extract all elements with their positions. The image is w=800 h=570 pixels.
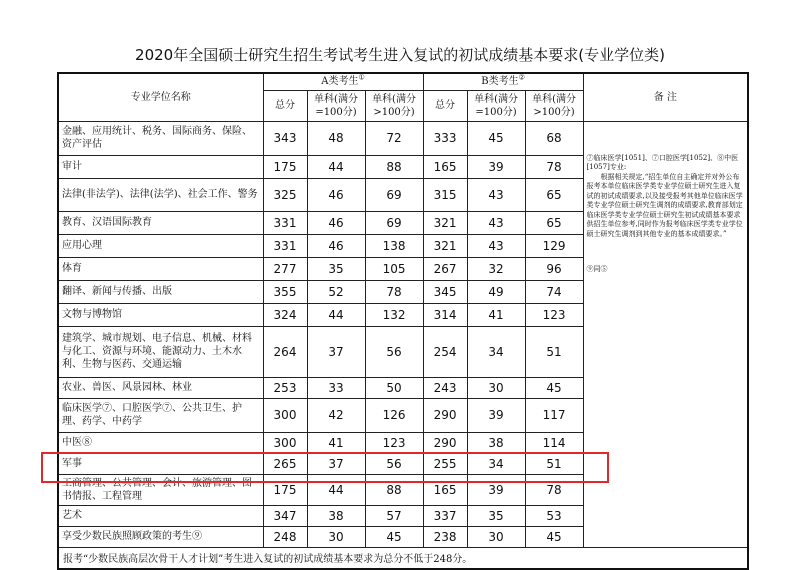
header-b-single100-gt: 单科(满分>100分) [525,90,583,121]
score-b-single100: 49 [467,280,525,303]
header-remarks: 备 注 [583,73,748,121]
score-a-single100-gt: 69 [365,178,423,211]
score-b-single100-gt: 74 [525,280,583,303]
score-b-single100: 30 [467,377,525,398]
page-title: 2020年全国硕士研究生招生考试考生进入复试的初试成绩基本要求(专业学位类) [135,46,665,64]
score-b-single100-gt: 129 [525,234,583,257]
score-b-single100: 35 [467,505,525,526]
score-a-total: 264 [263,326,307,377]
score-a-single100: 46 [307,211,365,234]
program-name: 享受少数民族照顾政策的考生⑨ [58,526,263,547]
score-a-single100-gt: 57 [365,505,423,526]
program-name: 金融、应用统计、税务、国际商务、保险、资产评估 [58,121,263,155]
score-table [57,72,749,570]
score-a-single100: 37 [307,453,365,474]
score-a-single100-gt: 69 [365,211,423,234]
score-a-single100: 33 [307,377,365,398]
score-a-single100-gt: 126 [365,398,423,432]
score-b-single100-gt: 51 [525,453,583,474]
score-a-single100-gt: 72 [365,121,423,155]
score-a-single100: 38 [307,505,365,526]
score-a-single100: 48 [307,121,365,155]
score-b-total: 337 [423,505,467,526]
score-b-single100-gt: 78 [525,474,583,505]
header-program-name: 专业学位名称 [58,73,263,121]
program-name: 工商管理、公共管理、会计、旅游管理、图书情报、工程管理 [58,474,263,505]
score-b-single100-gt: 123 [525,303,583,326]
score-a-total: 277 [263,257,307,280]
score-a-total: 300 [263,432,307,453]
score-a-total: 248 [263,526,307,547]
score-b-single100-gt: 96 [525,257,583,280]
score-a-total: 324 [263,303,307,326]
score-a-single100: 52 [307,280,365,303]
score-b-single100: 43 [467,178,525,211]
score-b-total: 255 [423,453,467,474]
header-b-single100: 单科(满分=100分) [467,90,525,121]
program-name: 艺术 [58,505,263,526]
score-b-single100: 30 [467,526,525,547]
score-b-single100: 39 [467,155,525,178]
footer-note: 报考“少数民族高层次骨干人才计划”考生进入复试的初试成绩基本要求为总分不低于248分。 [58,547,748,569]
program-name: 体育 [58,257,263,280]
score-b-total: 165 [423,474,467,505]
table-row [58,121,748,155]
score-b-total: 254 [423,326,467,377]
score-b-single100: 41 [467,303,525,326]
score-a-single100: 46 [307,178,365,211]
score-a-total: 265 [263,453,307,474]
score-b-single100-gt: 117 [525,398,583,432]
score-a-single100-gt: 88 [365,474,423,505]
header-b-total: 总分 [423,90,467,121]
score-a-single100: 44 [307,155,365,178]
score-a-single100: 44 [307,474,365,505]
program-name: 文物与博物馆 [58,303,263,326]
score-a-single100-gt: 45 [365,526,423,547]
header-a-total: 总分 [263,90,307,121]
score-b-single100-gt: 114 [525,432,583,453]
score-a-single100-gt: 50 [365,377,423,398]
score-a-single100: 35 [307,257,365,280]
header-group-b: B类考生② [423,73,583,90]
score-b-total: 165 [423,155,467,178]
score-b-single100-gt: 65 [525,211,583,234]
program-name: 应用心理 [58,234,263,257]
score-a-single100-gt: 105 [365,257,423,280]
score-b-total: 267 [423,257,467,280]
program-name: 教育、汉语国际教育 [58,211,263,234]
score-b-total: 290 [423,432,467,453]
score-b-total: 243 [423,377,467,398]
score-b-single100: 39 [467,474,525,505]
score-a-single100-gt: 88 [365,155,423,178]
score-b-single100: 45 [467,121,525,155]
score-b-single100: 34 [467,453,525,474]
score-b-total: 238 [423,526,467,547]
score-a-single100-gt: 56 [365,453,423,474]
score-b-single100-gt: 53 [525,505,583,526]
score-b-single100-gt: 65 [525,178,583,211]
score-b-total: 321 [423,211,467,234]
score-a-total: 343 [263,121,307,155]
score-b-single100: 32 [467,257,525,280]
remark-1-title: ⑦临床医学[1051]、⑦口腔医学[1052]、⑧中医[1057]专业: [586,153,739,171]
score-b-total: 333 [423,121,467,155]
program-name: 建筑学、城市规划、电子信息、机械、材料与化工、资源与环境、能源动力、土木水利、生物与医药、交通运输 [58,326,263,377]
program-name: 中医⑧ [58,432,263,453]
score-b-total: 314 [423,303,467,326]
score-b-single100: 34 [467,326,525,377]
score-a-single100-gt: 138 [365,234,423,257]
remark-1-body: 根据相关规定,“招生单位自主确定并对外公布报考本单位临床医学类专业学位硕士研究生进入复试的初试成绩要求,以及接受报考其他单位临床医学类专业学位硕士研究生调剂的成绩要求,教育部划定临床医学类专业学位硕士研究生初试成绩基本要求供招生单位参考,同时作为报考临床医学类专业学位硕士研究生调剂到其他专业的基本成绩要求。” [586,172,743,238]
score-a-single100: 46 [307,234,365,257]
program-name: 翻译、新闻与传播、出版 [58,280,263,303]
score-b-single100-gt: 51 [525,326,583,377]
score-a-single100: 42 [307,398,365,432]
score-b-single100-gt: 78 [525,155,583,178]
score-b-single100-gt: 68 [525,121,583,155]
score-b-single100-gt: 45 [525,377,583,398]
score-b-total: 345 [423,280,467,303]
program-name: 军事 [58,453,263,474]
score-a-total: 331 [263,234,307,257]
program-name: 临床医学⑦、口腔医学⑦、公共卫生、护理、药学、中药学 [58,398,263,432]
score-b-single100: 38 [467,432,525,453]
score-b-single100: 39 [467,398,525,432]
program-name: 农业、兽医、风景园林、林业 [58,377,263,398]
score-b-total: 290 [423,398,467,432]
score-b-single100-gt: 45 [525,526,583,547]
header-a-single100-gt: 单科(满分>100分) [365,90,423,121]
program-name: 法律(非法学)、法律(法学)、社会工作、警务 [58,178,263,211]
header-group-a: A类考生① [263,73,423,90]
score-a-single100: 30 [307,526,365,547]
score-a-total: 347 [263,505,307,526]
remarks-cell [583,121,748,547]
score-a-single100-gt: 56 [365,326,423,377]
program-name: 审计 [58,155,263,178]
score-a-total: 300 [263,398,307,432]
score-a-total: 253 [263,377,307,398]
score-b-single100: 43 [467,211,525,234]
score-a-single100: 41 [307,432,365,453]
score-a-total: 331 [263,211,307,234]
score-b-total: 321 [423,234,467,257]
score-a-total: 355 [263,280,307,303]
remark-2: ⑨同⑤ [586,265,608,273]
score-a-total: 325 [263,178,307,211]
score-b-total: 315 [423,178,467,211]
score-a-single100-gt: 132 [365,303,423,326]
score-a-total: 175 [263,474,307,505]
score-b-single100: 43 [467,234,525,257]
score-a-single100-gt: 78 [365,280,423,303]
score-a-single100: 44 [307,303,365,326]
score-a-single100: 37 [307,326,365,377]
score-a-total: 175 [263,155,307,178]
highlight-box [41,452,609,483]
header-a-single100: 单科(满分=100分) [307,90,365,121]
score-a-single100-gt: 123 [365,432,423,453]
